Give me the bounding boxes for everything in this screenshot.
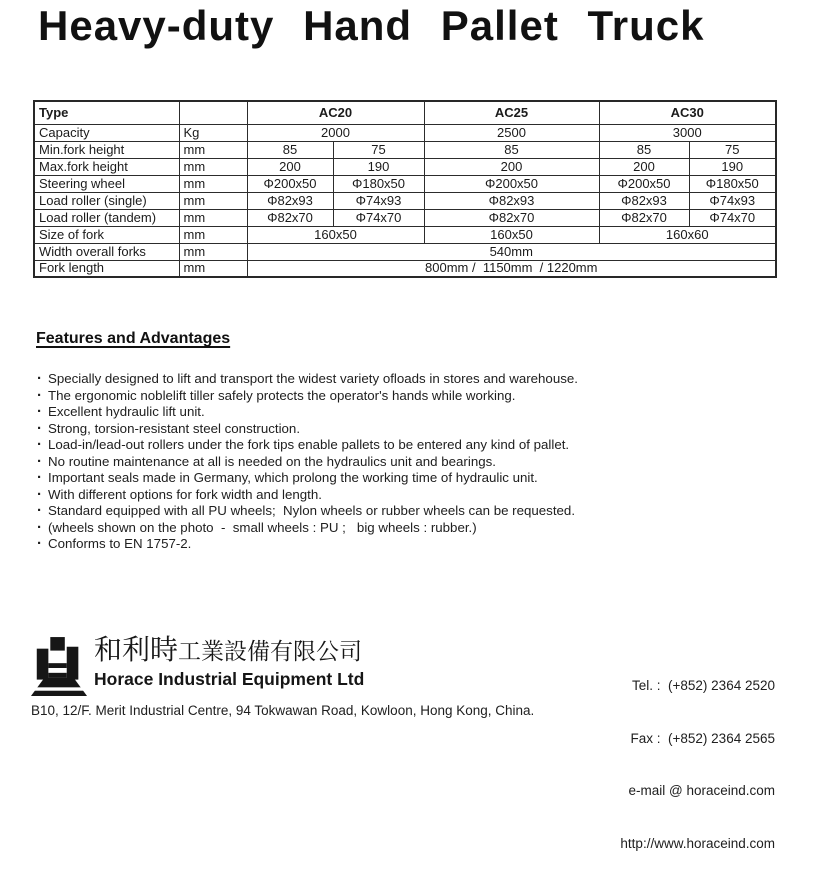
value-ac30-1: Φ82x93 — [599, 192, 689, 209]
table-row-size-of-fork — [34, 226, 776, 243]
value-ac25: 85 — [424, 141, 599, 158]
table-row-min-fork-height — [34, 141, 776, 158]
feature-item: · Load-in/lead-out rollers under the fork tips enable pallets to be entered any kind of pallet. — [36, 437, 736, 454]
value-ac20-2: Φ74x70 — [333, 209, 424, 226]
value-ac30: 160x60 — [599, 226, 776, 243]
row-label: Size of fork — [34, 226, 179, 243]
contact-block — [620, 642, 775, 887]
row-unit: mm — [179, 158, 247, 175]
value-ac30-2: 190 — [689, 158, 776, 175]
header-unit-empty — [179, 101, 247, 124]
value-ac30-2: Φ180x50 — [689, 175, 776, 192]
contact-email: e-mail @ horaceind.com — [628, 783, 775, 798]
table-row-capacity — [34, 124, 776, 141]
row-unit: mm — [179, 209, 247, 226]
row-unit: mm — [179, 192, 247, 209]
contact-fax: Fax : (+852) 2364 2565 — [630, 730, 775, 746]
table-row-max-fork-height — [34, 158, 776, 175]
company-name-english: Horace Industrial Equipment Ltd — [94, 669, 365, 689]
row-label: Steering wheel — [34, 175, 179, 192]
table-row-steering-wheel — [34, 175, 776, 192]
value-ac30-1: 85 — [599, 141, 689, 158]
table-row-fork-length — [34, 260, 776, 277]
table-row-load-roller-tandem — [34, 209, 776, 226]
company-name-chinese — [94, 634, 364, 667]
row-unit: mm — [179, 243, 247, 260]
company-name-chinese-tail: 工業設備有限公司 — [178, 638, 363, 664]
value-ac30-1: 200 — [599, 158, 689, 175]
value-ac30-2: Φ74x93 — [689, 192, 776, 209]
table-row-load-roller-single — [34, 192, 776, 209]
row-label: Min.fork height — [34, 141, 179, 158]
value-all-models: 800mm / 1150mm / 1220mm — [247, 260, 776, 277]
feature-item: · No routine maintenance at all is needed on the hydraulics unit and bearings. — [36, 454, 736, 471]
header-ac25: AC25 — [424, 101, 599, 124]
row-unit: mm — [179, 175, 247, 192]
feature-item: · Important seals made in Germany, which prolong the working time of hydraulic unit. — [36, 470, 736, 487]
table-row-width-overall-forks — [34, 243, 776, 260]
value-ac20-2: 75 — [333, 141, 424, 158]
value-ac20-1: Φ82x93 — [247, 192, 333, 209]
value-ac20-1: 85 — [247, 141, 333, 158]
value-ac20-2: Φ74x93 — [333, 192, 424, 209]
header-ac30: AC30 — [599, 101, 776, 124]
spec-table — [33, 100, 777, 278]
value-ac20: 160x50 — [247, 226, 424, 243]
value-ac20-2: Φ180x50 — [333, 175, 424, 192]
contact-tel: Tel. : (+852) 2364 2520 — [632, 678, 775, 693]
value-ac20-1: Φ200x50 — [247, 175, 333, 192]
feature-item: · Specially designed to lift and transport the widest variety ofloads in stores and warehouse. — [36, 371, 736, 388]
value-ac30-2: Φ74x70 — [689, 209, 776, 226]
value-ac25: Φ82x70 — [424, 209, 599, 226]
company-name-chinese-lead: 和利時 — [94, 634, 179, 665]
row-unit: mm — [179, 226, 247, 243]
header-ac20: AC20 — [247, 101, 424, 124]
value-ac30-1: Φ82x70 — [599, 209, 689, 226]
value-ac30-2: 75 — [689, 141, 776, 158]
company-logo-icon — [30, 637, 88, 699]
features-heading: Features and Advantages — [36, 330, 231, 347]
contact-website: http://www.horaceind.com — [620, 835, 775, 851]
value-ac20: 2000 — [247, 124, 424, 141]
row-label: Capacity — [34, 124, 179, 141]
row-label: Load roller (tandem) — [34, 209, 179, 226]
features-section — [36, 330, 736, 553]
feature-item: · The ergonomic noblelift tiller safely protects the operator's hands while working. — [36, 388, 736, 405]
feature-item: · (wheels shown on the photo - small wheels : PU ; big wheels : rubber.) — [36, 520, 736, 537]
value-ac25: Φ82x93 — [424, 192, 599, 209]
feature-item: · Strong, torsion-resistant steel construction. — [36, 421, 736, 438]
company-address: B10, 12/F. Merit Industrial Centre, 94 Tokwawan Road, Kowloon, Hong Kong, China. — [31, 703, 535, 718]
value-ac30-1: Φ200x50 — [599, 175, 689, 192]
row-unit: Kg — [179, 124, 247, 141]
page-title: Heavy-duty Hand Pallet Truck — [38, 2, 705, 49]
company-name-block — [94, 634, 364, 690]
value-ac25: 160x50 — [424, 226, 599, 243]
row-label: Max.fork height — [34, 158, 179, 175]
value-ac20-1: Φ82x70 — [247, 209, 333, 226]
header-type: Type — [34, 101, 179, 124]
table-header-row — [34, 101, 776, 124]
value-ac30: 3000 — [599, 124, 776, 141]
value-ac25: 2500 — [424, 124, 599, 141]
feature-item: · With different options for fork width and length. — [36, 487, 736, 504]
feature-item: · Conforms to EN 1757-2. — [36, 536, 736, 553]
value-ac20-1: 200 — [247, 158, 333, 175]
value-all-models: 540mm — [247, 243, 776, 260]
row-label: Load roller (single) — [34, 192, 179, 209]
value-ac25: 200 — [424, 158, 599, 175]
features-list — [36, 371, 736, 553]
value-ac20-2: 190 — [333, 158, 424, 175]
feature-item: · Standard equipped with all PU wheels; Nylon wheels or rubber wheels can be requested. — [36, 503, 736, 520]
value-ac25: Φ200x50 — [424, 175, 599, 192]
feature-item: · Excellent hydraulic lift unit. — [36, 404, 736, 421]
row-label: Width overall forks — [34, 243, 179, 260]
row-unit: mm — [179, 260, 247, 277]
row-label: Fork length — [34, 260, 179, 277]
row-unit: mm — [179, 141, 247, 158]
